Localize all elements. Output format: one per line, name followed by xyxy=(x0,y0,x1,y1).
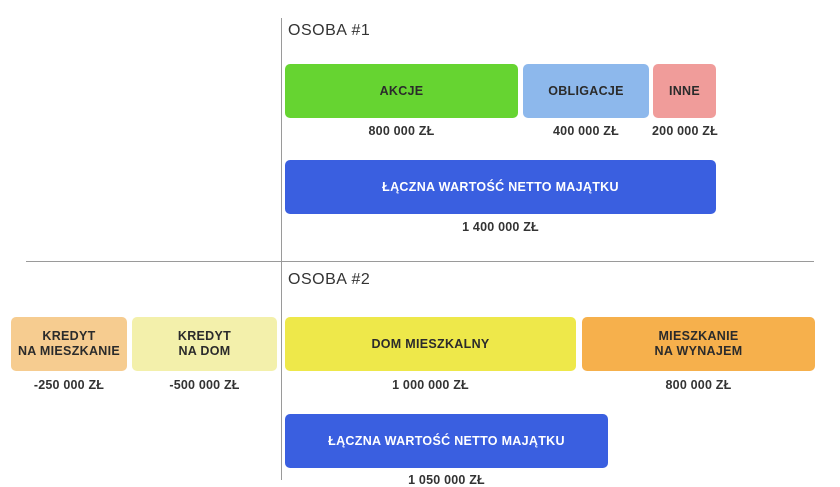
person1-asset-obligacje-label: OBLIGACJE xyxy=(548,83,624,98)
person2-liability-mortgage-house-label xyxy=(178,329,231,359)
person2-liability-mortgage-house-value: -500 000 ZŁ xyxy=(169,378,240,392)
person2-liability-mortgage-house-line1: KREDYT xyxy=(177,329,232,343)
person1-asset-inne-label: INNE xyxy=(668,83,701,98)
horizontal-divider xyxy=(26,261,814,262)
person2-asset-rental-flat xyxy=(582,317,815,371)
person2-liability-mortgage-flat-line2: NA MIESZKANIE xyxy=(17,344,121,358)
person2-heading: OSOBA #2 xyxy=(288,271,371,288)
person1-asset-inne-value: 200 000 ZŁ xyxy=(652,124,718,138)
vertical-divider xyxy=(281,18,282,480)
person2-asset-house xyxy=(285,317,576,371)
person2-net-worth-box xyxy=(285,414,608,468)
person2-asset-house-value: 1 000 000 ZŁ xyxy=(392,378,469,392)
person2-liability-mortgage-flat-label xyxy=(18,329,120,359)
person1-net-worth-value: 1 400 000 ZŁ xyxy=(462,220,539,234)
person2-liability-mortgage-house-line2: NA DOM xyxy=(178,344,231,358)
person2-liability-mortgage-house xyxy=(132,317,277,371)
person1-asset-akcje xyxy=(285,64,518,118)
person1-asset-inne xyxy=(653,64,716,118)
person2-asset-rental-flat-line1: MIESZKANIE xyxy=(658,329,739,343)
person1-net-worth-box xyxy=(285,160,716,214)
person2-liability-mortgage-flat-value: -250 000 ZŁ xyxy=(33,378,105,392)
person2-net-worth-label: ŁĄCZNA WARTOŚĆ NETTO MAJĄTKU xyxy=(328,433,565,448)
person2-net-worth-value: 1 050 000 ZŁ xyxy=(408,473,485,487)
person1-asset-akcje-value: 800 000 ZŁ xyxy=(368,124,435,138)
person2-asset-rental-flat-line2: NA WYNAJEM xyxy=(654,344,743,358)
person1-asset-obligacje xyxy=(523,64,649,118)
person2-asset-rental-flat-value: 800 000 ZŁ xyxy=(665,378,732,392)
person1-net-worth-label: ŁĄCZNA WARTOŚĆ NETTO MAJĄTKU xyxy=(382,179,619,194)
person2-asset-house-label: DOM MIESZKALNY xyxy=(371,336,490,351)
person2-liability-mortgage-flat-line1: KREDYT xyxy=(42,329,96,343)
person1-asset-akcje-label: AKCJE xyxy=(379,83,424,98)
person2-asset-rental-flat-label xyxy=(655,329,743,359)
person2-liability-mortgage-flat xyxy=(11,317,127,371)
person1-asset-obligacje-value: 400 000 ZŁ xyxy=(553,124,619,138)
person1-heading: OSOBA #1 xyxy=(288,22,371,39)
